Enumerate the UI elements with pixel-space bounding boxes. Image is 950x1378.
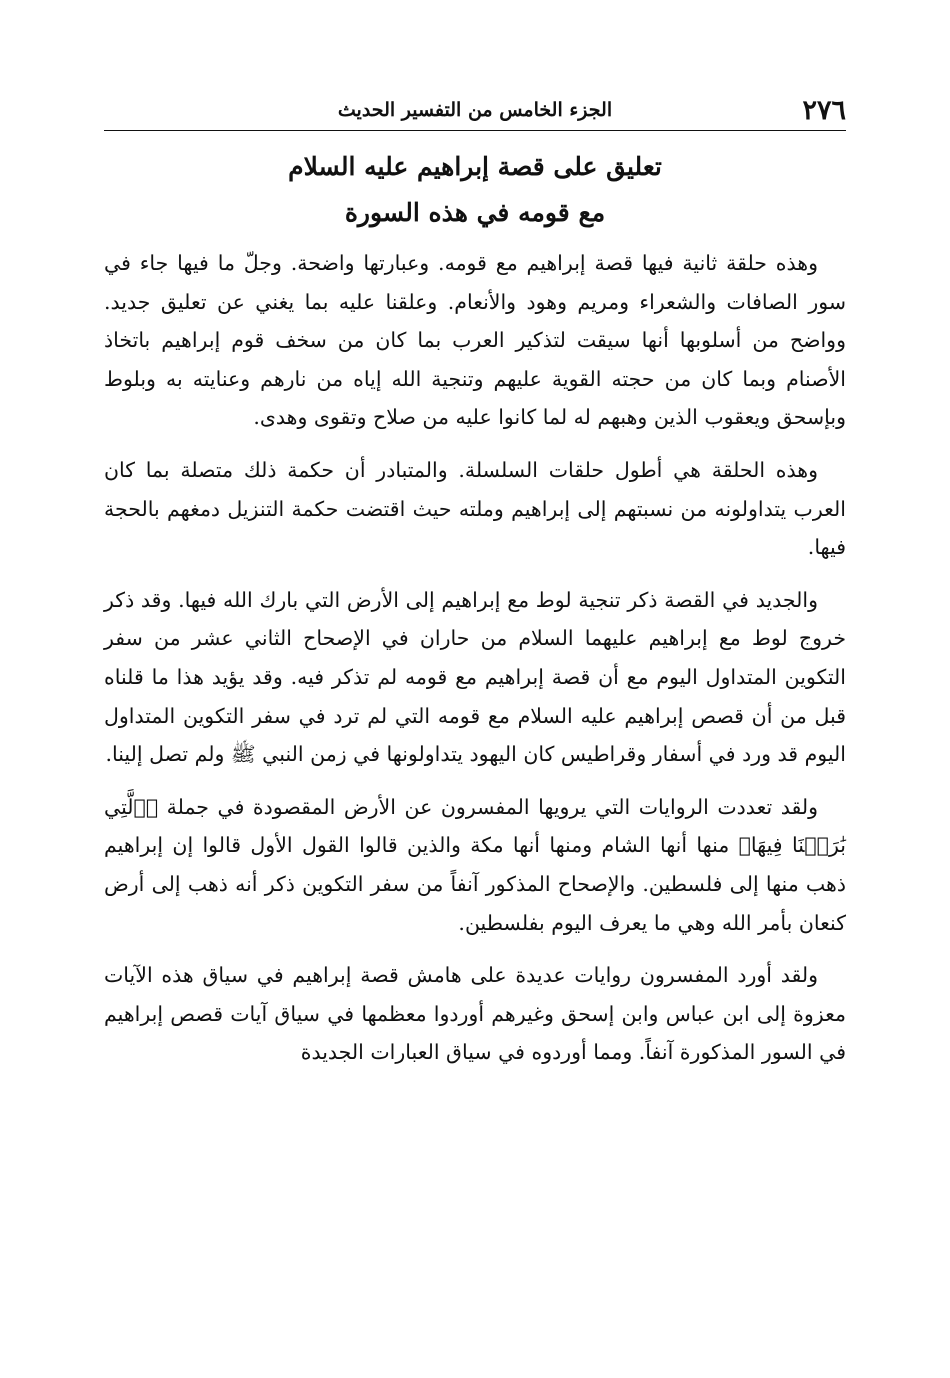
page-number: ٢٧٦ bbox=[802, 95, 846, 126]
section-title-line-2: مع قومه في هذه السورة bbox=[344, 198, 606, 227]
paragraph: ولقد تعددت الروايات التي يرويها المفسرون عن الأرض المقصودة في جملة ﴿ٱلَّتِي بَٰرَكۡنَا فِيهَا﴾ منها أنها الشام ومنها أنها مكة والذين قالوا القول الأول قالوا إن إبراهيم ذهب منها إلى فلسطين. والإصحاح المذكور آنفاً من سفر التكوين ذكر أنه ذهب إلى أرض كنعان بأمر الله وهي ما يعرف اليوم بفلسطين. bbox=[104, 794, 846, 935]
paragraph: وهذه الحلقة هي أطول حلقات السلسلة. والمتبادر أن حكمة ذلك متصلة بما كان العرب يتداولونه من نسبتهم إلى إبراهيم وملته حيث اقتضت حكمة التنزيل دمغهم بالحجة فيها. bbox=[104, 457, 846, 560]
running-header bbox=[104, 92, 846, 132]
running-title: الجزء الخامس من التفسير الحديث bbox=[337, 99, 613, 121]
section-title bbox=[104, 144, 846, 236]
header-divider bbox=[104, 130, 846, 131]
paragraph: ولقد أورد المفسرون روايات عديدة على هامش قصة إبراهيم في سياق هذه الآيات معزوة إلى ابن عباس وابن إسحق وغيرهم أوردوا معظمها في سياق آيات قصص إبراهيم في السور المذكورة آنفاً. ومما أوردوه في سياق العبارات الجديدة bbox=[104, 963, 846, 1065]
paragraph: والجديد في القصة ذكر تنجية لوط مع إبراهيم إلى الأرض التي بارك الله فيها. وقد ذكر خروج لوط مع إبراهيم عليهما السلام من حاران في الإصحاح الثاني عشر من سفر التكوين المتداول اليوم مع أن قصة إبراهيم مع قومه لم تذكر فيه. وقد يؤيد هذا ما قلناه قبل من أن قصص إبراهيم عليه السلام مع قومه التي لم ترد في سفر التكوين المتداول اليوم قد ورد في أسفار وقراطيس كان اليهود يتداولونها في زمن النبي ﷺ ولم تصل إلينا. bbox=[104, 587, 846, 767]
section-title-line-1: تعليق على قصة إبراهيم عليه السلام bbox=[288, 152, 662, 181]
paragraph: وهذه حلقة ثانية فيها قصة إبراهيم مع قومه. وعبارتها واضحة. وجلّ ما فيها جاء في سور الصافات والشعراء ومريم وهود والأنعام. وعلقنا عليه بما يغني عن تعليق جديد. وواضح من أسلوبها أنها سيقت لتذكير العرب بما كان من سخف قوم إبراهيم باتخاذ الأصنام وبما كان من حجته القوية عليهم وتنجية الله إياه من نارهم وعنايته به وبلوط وبإسحق ويعقوب الذين وهبهم له لما كانوا عليه من صلاح وتقوى وهدى. bbox=[104, 251, 846, 430]
body-text bbox=[104, 244, 846, 1086]
